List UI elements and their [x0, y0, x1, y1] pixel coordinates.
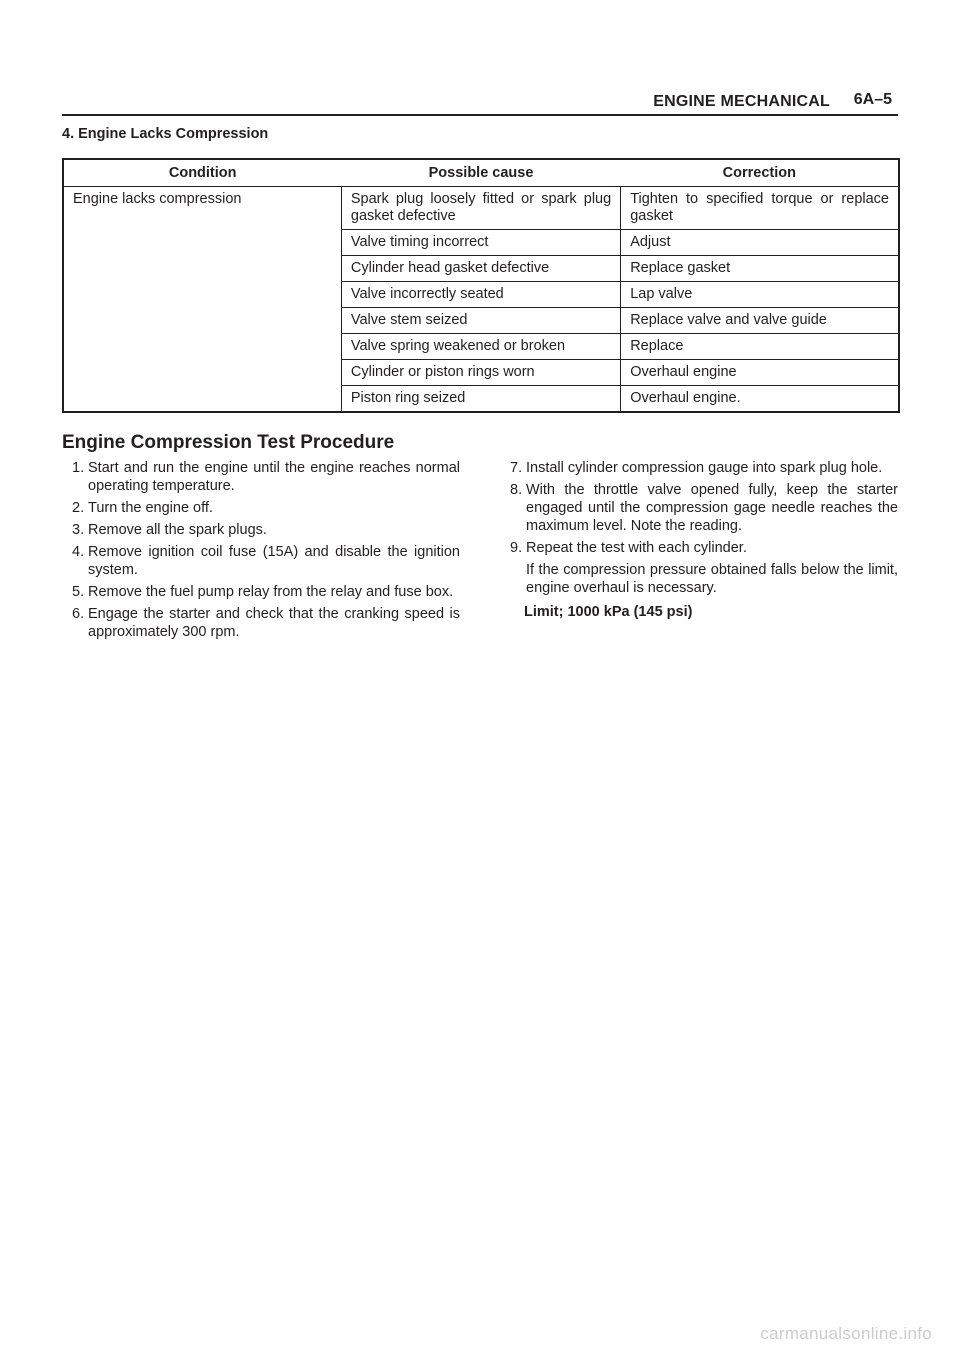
procedure-title: Engine Compression Test Procedure	[62, 432, 395, 453]
column-header-possible-cause: Possible cause	[341, 159, 620, 187]
step-text: Remove the fuel pump relay from the relay and fuse box.	[88, 584, 454, 600]
correction-cell: Replace valve and valve guide	[621, 308, 899, 334]
procedure-step	[60, 521, 460, 539]
cause-cell: Valve timing incorrect	[341, 230, 620, 256]
procedure-column-right	[498, 459, 898, 621]
step-text: Repeat the test with each cylinder.	[526, 540, 747, 556]
procedure-step	[60, 605, 460, 641]
step-text: Install cylinder compression gauge into spark plug hole.	[526, 460, 883, 476]
step-number: 7.	[510, 460, 523, 476]
procedure-step	[60, 543, 460, 579]
cause-cell: Piston ring seized	[341, 386, 620, 413]
procedure-step	[498, 539, 898, 557]
section-title: ENGINE MECHANICAL	[653, 93, 830, 110]
cause-cell: Cylinder head gasket defective	[341, 256, 620, 282]
step-text: Start and run the engine until the engine reaches normal operating temperature.	[88, 460, 460, 494]
correction-cell: Overhaul engine.	[621, 386, 899, 413]
step-text: Remove all the spark plugs.	[88, 522, 267, 538]
cause-cell: Valve spring weakened or broken	[341, 334, 620, 360]
step-number: 6.	[72, 606, 85, 622]
condition-cell: Engine lacks compression	[63, 187, 341, 413]
correction-cell: Adjust	[621, 230, 899, 256]
procedure-step	[60, 583, 460, 601]
compression-limit: Limit; 1000 kPa (145 psi)	[524, 604, 693, 620]
table-header-row	[63, 159, 899, 187]
procedure-step	[498, 459, 898, 477]
column-header-condition: Condition	[63, 159, 341, 187]
column-header-correction: Correction	[621, 159, 899, 187]
step-number: 5.	[72, 584, 85, 600]
step-text: Engage the starter and check that the cranking speed is approximately 300 rpm.	[88, 606, 460, 640]
watermark: carmanualsonline.info	[760, 1324, 932, 1343]
step-number: 9.	[510, 540, 523, 556]
procedure-note: If the compression pressure obtained falls below the limit, engine overhaul is necessary.	[526, 562, 898, 596]
correction-cell: Overhaul engine	[621, 360, 899, 386]
step-number: 3.	[72, 522, 85, 538]
step-number: 1.	[72, 460, 85, 476]
table-row	[63, 187, 899, 230]
cause-cell: Cylinder or piston rings worn	[341, 360, 620, 386]
step-number: 4.	[72, 544, 85, 560]
correction-cell: Lap valve	[621, 282, 899, 308]
cause-cell: Valve incorrectly seated	[341, 282, 620, 308]
troubleshooting-table	[62, 158, 900, 413]
cause-cell: Valve stem seized	[341, 308, 620, 334]
subsection-title: 4. Engine Lacks Compression	[62, 126, 269, 142]
step-text: Remove ignition coil fuse (15A) and disable the ignition system.	[88, 544, 460, 578]
page-number: 6A–5	[853, 91, 892, 108]
cause-cell: Spark plug loosely fitted or spark plug gasket defective	[341, 187, 620, 230]
step-text: With the throttle valve opened fully, keep the starter engaged until the compression gage needle reaches the maximum level. Note the reading.	[526, 482, 898, 534]
step-number: 2.	[72, 500, 85, 516]
correction-cell: Replace gasket	[621, 256, 899, 282]
page-header	[62, 90, 898, 116]
procedure-step	[498, 481, 898, 535]
correction-cell: Replace	[621, 334, 899, 360]
procedure-step	[60, 499, 460, 517]
step-text: Turn the engine off.	[88, 500, 213, 516]
correction-cell: Tighten to specified torque or replace gasket	[621, 187, 899, 230]
procedure-column-left	[60, 459, 460, 645]
procedure-step	[60, 459, 460, 495]
step-number: 8.	[510, 482, 523, 498]
